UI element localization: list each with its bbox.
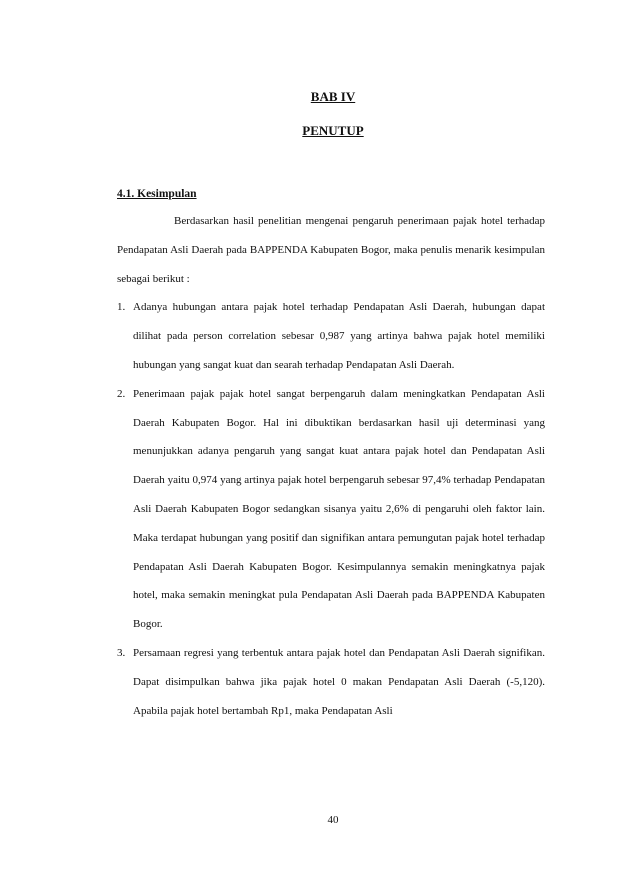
list-item: [117, 380, 545, 639]
body-text: [117, 207, 545, 725]
conclusion-list: [117, 293, 545, 725]
chapter-number: BAB IV: [310, 89, 356, 104]
list-item-number: 2.: [117, 387, 126, 400]
section-heading: 4.1. Kesimpulan: [117, 188, 197, 200]
chapter-title: PENUTUP: [302, 123, 364, 138]
list-item: [117, 639, 545, 725]
list-item-text: Persamaan regresi yang terbentuk antara pajak hotel dan Pendapatan Asli Daerah signifikan. Dapat disimpulkan bahwa jika pajak hotel 0 makan Pendapatan Asli Daerah (-5,120). Apabila pajak hotel bertambah Rp1, maka Pendapatan Asli: [133, 646, 545, 717]
list-item-text: Penerimaan pajak pajak hotel sangat berpengaruh dalam meningkatkan Pendapatan Asli Daerah Kabupaten Bogor. Hal ini dibuktikan berdasarkan hasil uji determinasi yang menunjukkan adanya pengaruh yang sangat kuat antara pajak hotel dan Pendapatan Asli Daerah yaitu 0,974 yang artinya pajak hotel berpengaruh sebesar 97,4% terhadap Pendapatan Asli Daerah Kabupaten Bogor sedangkan sisanya yaitu 2,6% di pengaruhi oleh faktor lain. Maka terdapat hubungan yang positif dan signifikan antara pemungutan pajak hotel terhadap Pendapatan Asli Daerah Kabupaten Bogor. Kesimpulannya semakin meningkatnya pajak hotel, maka semakin meningkat pula Pendapatan Asli Daerah pada BAPPENDA Kabupaten Bogor.: [133, 387, 545, 631]
page-number: 40: [327, 814, 339, 826]
list-item-number: 1.: [117, 301, 126, 314]
list-item: [117, 293, 545, 379]
intro-paragraph: Berdasarkan hasil penelitian mengenai pengaruh penerimaan pajak hotel terhadap Pendapatan Asli Daerah pada BAPPENDA Kabupaten Bogor, maka penulis menarik kesimpulan sebagai berikut :: [117, 215, 545, 285]
list-item-text: Adanya hubungan antara pajak hotel terhadap Pendapatan Asli Daerah, hubungan dapat dilihat pada person correlation sebesar 0,987 yang artinya bahwa pajak hotel memiliki hubungan yang sangat kuat dan searah terhadap Pendapatan Asli Daerah.: [133, 301, 545, 371]
list-item-number: 3.: [117, 646, 126, 659]
